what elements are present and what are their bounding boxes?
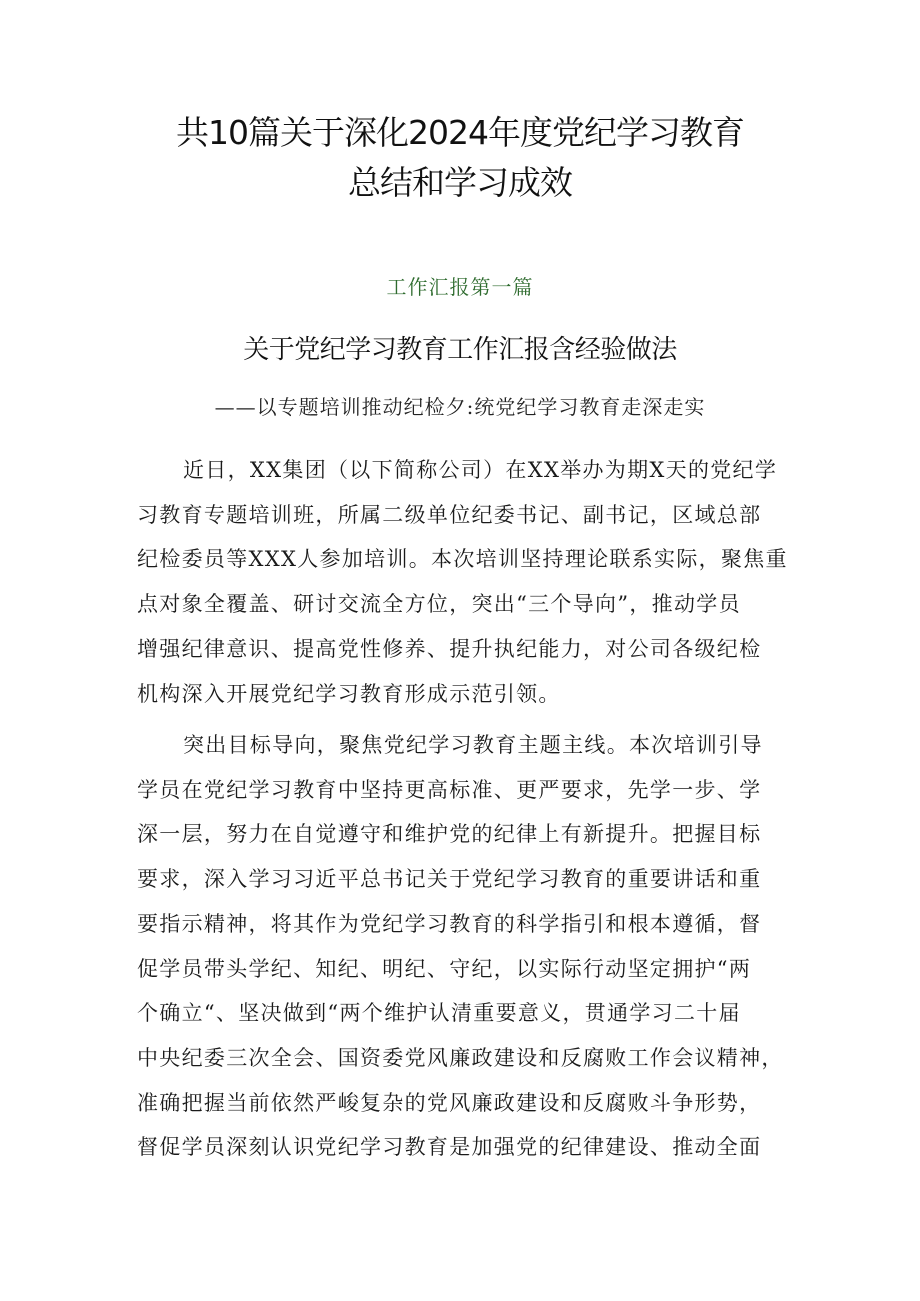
paragraph-line: 督促学员深刻认识党纪学习教育是加强党的纪律建设、推动全面 xyxy=(137,1135,762,1160)
article-subtitle: ——以专题培训推动纪检夕:统党纪学习教育走深走实 xyxy=(214,395,706,419)
paragraph-line: 突出目标导向，聚焦党纪学习教育主题主线。本次培训引导 xyxy=(183,733,763,757)
document-title-line-1: 共10篇关于深化2024年度党纪学习教育 xyxy=(176,113,744,152)
body-paragraph-1 xyxy=(137,448,797,716)
document-title xyxy=(100,108,820,208)
paragraph-line: 点对象全覆盖、研讨交流全方位，突出“三个导向”，推动学员 xyxy=(137,592,741,617)
paragraph-line: 要指示精神，将其作为党纪学习教育的科学指引和根本遵循，督 xyxy=(137,911,762,936)
paragraph-line: 准确把握当前依然严峻复杂的党风廉政建设和反腐败斗争形势， xyxy=(137,1090,762,1115)
paragraph-line: 要求，深入学习习近平总书记关于党纪学习教育的重要讲话和重 xyxy=(137,867,762,892)
paragraph-line: 习教育专题培训班，所属二级单位纪委书记、副书记，区域总部 xyxy=(137,502,762,527)
paragraph-line: 中央纪委三次全会、国资委党风廉政建设和反腐败工作会议精神， xyxy=(137,1045,784,1070)
paragraph-line: 促学员带头学纪、知纪、明纪、守纪，以实际行动坚定拥护“两 xyxy=(137,956,752,981)
paragraph-line: 个确立“、坚决做到“两个维护认清重要意义，贯通学习二十届 xyxy=(137,1001,741,1026)
section-label: 工作汇报第一篇 xyxy=(386,275,534,299)
body-paragraph-2 xyxy=(137,723,797,1170)
paragraph-line: 学员在党纪学习教育中坚持更高标准、更严要求，先学一步、学 xyxy=(137,777,762,802)
paragraph-line: 增强纪律意识、提高党性修养、提升执纪能力，对公司各级纪检 xyxy=(137,636,762,661)
paragraph-line: 近日，XX集团（以下简称公司）在XX举办为期X天的党纪学 xyxy=(183,458,778,482)
article-title: 关于党纪学习教育工作汇报含经验做法 xyxy=(243,335,677,365)
paragraph-line: 深一层，努力在自觉遵守和维护党的纪律上有新提升。把握目标 xyxy=(137,822,762,847)
paragraph-line: 机构深入开展党纪学习教育形成示范引领。 xyxy=(137,681,561,706)
document-title-line-2: 总结和学习成效 xyxy=(348,163,572,202)
paragraph-line: 纪检委员等XXX人参加培训。本次培训坚持理论联系实际，聚焦重 xyxy=(137,547,788,572)
